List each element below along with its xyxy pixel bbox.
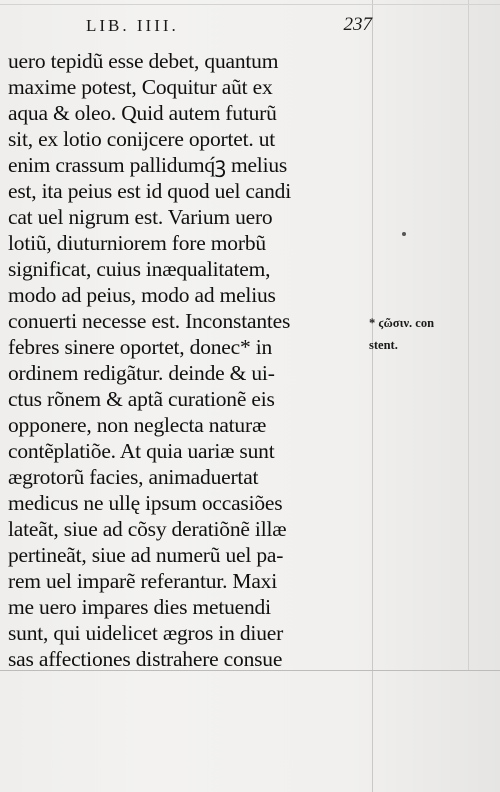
margin-note-line: * ϛῶσιν. con — [369, 316, 435, 330]
text-line: opponere, non neglecta naturæ — [8, 413, 267, 437]
page-number: 237 — [343, 14, 372, 35]
margin-guide-line — [372, 0, 373, 792]
text-line: sas affectiones distrahere consue — [8, 647, 283, 671]
text-line: rem uel imparẽ referantur. Maxi — [8, 569, 277, 593]
text-line: me uero impares dies metuendi — [8, 595, 271, 619]
margin-note-line: stent. — [369, 338, 398, 352]
top-guide-line — [0, 4, 500, 5]
body-text — [8, 48, 368, 672]
text-line: uero tepidũ esse debet, quantum — [8, 49, 279, 73]
text-line: modo ad peius, modo ad melius — [8, 283, 276, 307]
text-line: conuerti necesse est. Inconstantes — [8, 309, 291, 333]
page-header — [86, 14, 376, 38]
ink-spot — [402, 232, 406, 236]
text-line: lateãt, siue ad cõsy deratiõnẽ illæ — [8, 517, 287, 541]
text-line: ordinem redigãtur. deinde & ui- — [8, 361, 275, 385]
text-line: sunt, qui uidelicet ægros in diuer — [8, 621, 284, 645]
text-line: lotiũ, diuturniorem fore morbũ — [8, 231, 266, 255]
text-line: significat, cuius inæqualitatem, — [8, 257, 271, 281]
text-line: aqua & oleo. Quid autem futurũ — [8, 101, 277, 125]
text-line: febres sinere oportet, donec* in — [8, 335, 273, 359]
text-line: ctus rõnem & aptã curationẽ eis — [8, 387, 275, 411]
text-line: pertineãt, siue ad numerũ uel pa- — [8, 543, 284, 567]
text-line: sit, ex lotio conijcere oportet. ut — [8, 127, 276, 151]
text-line: cat uel nigrum est. Varium uero — [8, 205, 273, 229]
text-line: enim crassum pallidumq́ꝫ melius — [8, 153, 288, 177]
text-line: est, ita peius est id quod uel candi — [8, 179, 291, 203]
margin-note — [369, 312, 479, 356]
running-head: LIB. IIII. — [86, 16, 179, 35]
text-line: medicus ne ullę ipsum occasiões — [8, 491, 283, 515]
text-line: ægrotorũ facies, animaduertat — [8, 465, 259, 489]
text-line: maxime potest, Coquitur aũt ex — [8, 75, 273, 99]
text-line: contẽplatiõe. At quia uariæ sunt — [8, 439, 275, 463]
